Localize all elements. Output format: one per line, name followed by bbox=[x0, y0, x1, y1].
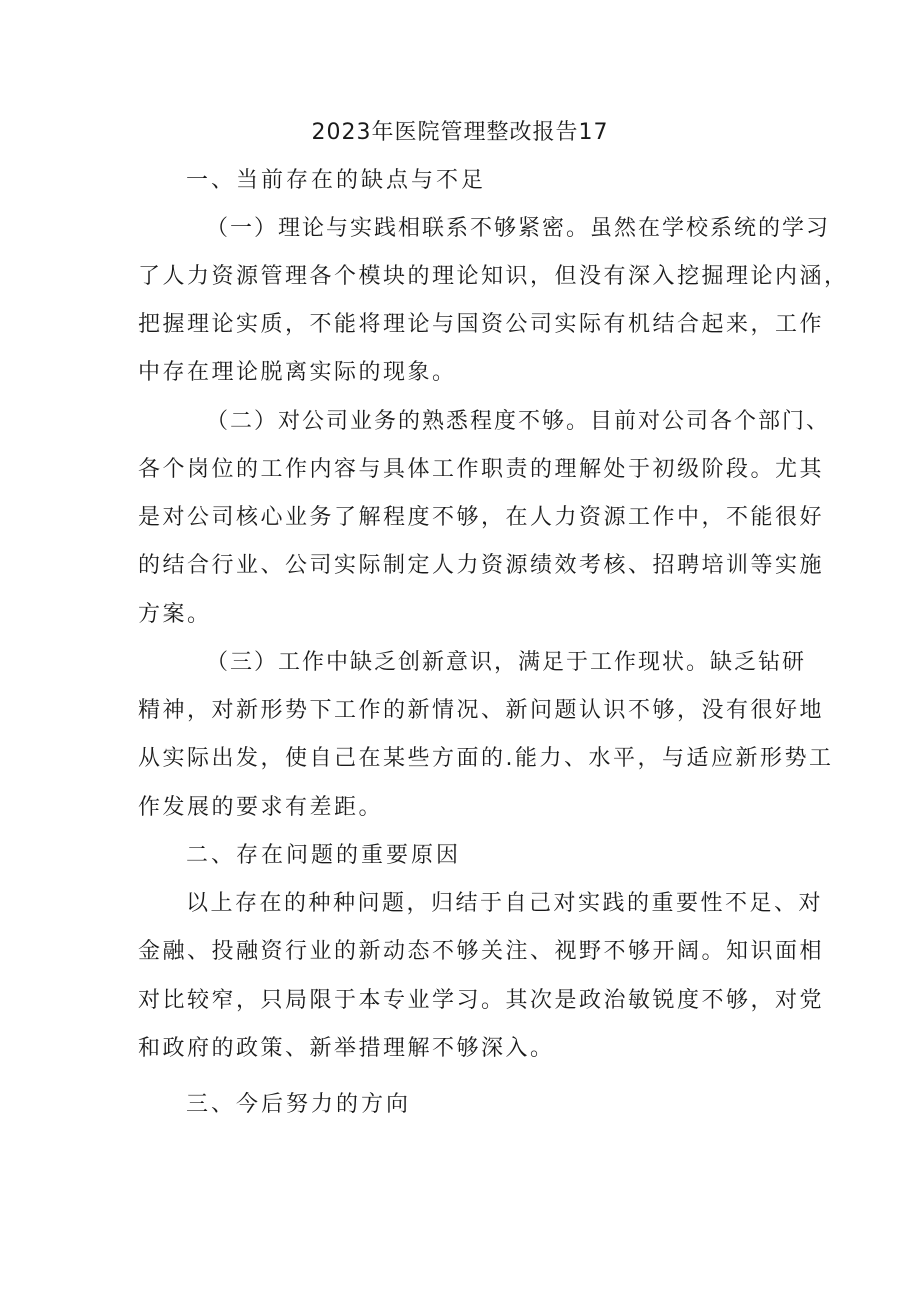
section-heading-1: 一、当前存在的缺点与不足 bbox=[186, 168, 487, 193]
paragraph-3-line-1: （三）工作中缺乏创新意识，满足于工作现状。缺乏钻研 bbox=[206, 650, 807, 675]
paragraph-2-line-2: 各个岗位的工作内容与具体工作职责的理解处于初级阶段。尤其 bbox=[138, 457, 825, 482]
paragraph-4-line-4: 和政府的政策、新举措理解不够深入。 bbox=[138, 1036, 555, 1061]
paragraph-2-line-3: 是对公司核心业务了解程度不够，在人力资源工作中，不能很好 bbox=[138, 505, 825, 530]
paragraph-4-line-2: 金融、投融资行业的新动态不够关注、视野不够开阔。知识面相 bbox=[138, 939, 825, 964]
paragraph-3-line-4: 作发展的要求有差距。 bbox=[138, 795, 384, 820]
paragraph-4-line-3: 对比较窄，只局限于本专业学习。其次是政治敏锐度不够，对党 bbox=[138, 988, 825, 1013]
paragraph-1-line-2: 了人力资源管理各个模块的理论知识，但没有深入挖掘理论内涵， bbox=[138, 264, 849, 289]
paragraph-2-line-5: 方案。 bbox=[138, 602, 212, 627]
paragraph-1-line-3: 把握理论实质，不能将理论与国资公司实际有机结合起来，工作 bbox=[138, 312, 825, 337]
paragraph-1-line-4: 中存在理论脱离实际的现象。 bbox=[138, 360, 457, 385]
paragraph-1-line-1: （一）理论与实践相联系不够紧密。虽然在学校系统的学习 bbox=[206, 216, 831, 241]
paragraph-3-line-3: 从实际出发，使自己在某些方面的.能力、水平，与适应新形势工 bbox=[138, 746, 834, 771]
section-heading-2: 二、存在问题的重要原因 bbox=[186, 843, 462, 868]
section-heading-3: 三、今后努力的方向 bbox=[186, 1092, 412, 1117]
document-title: 2023年医院管理整改报告17 bbox=[311, 120, 609, 145]
paragraph-3-line-2: 精神，对新形势下工作的新情况、新问题认识不够，没有很好地 bbox=[138, 698, 825, 723]
paragraph-2-line-4: 的结合行业、公司实际制定人力资源绩效考核、招聘培训等实施 bbox=[138, 553, 825, 578]
paragraph-2-line-1: （二）对公司业务的熟悉程度不够。目前对公司各个部门、 bbox=[206, 409, 831, 434]
paragraph-4-line-1: 以上存在的种种问题，归结于自己对实践的重要性不足、对 bbox=[186, 891, 824, 916]
